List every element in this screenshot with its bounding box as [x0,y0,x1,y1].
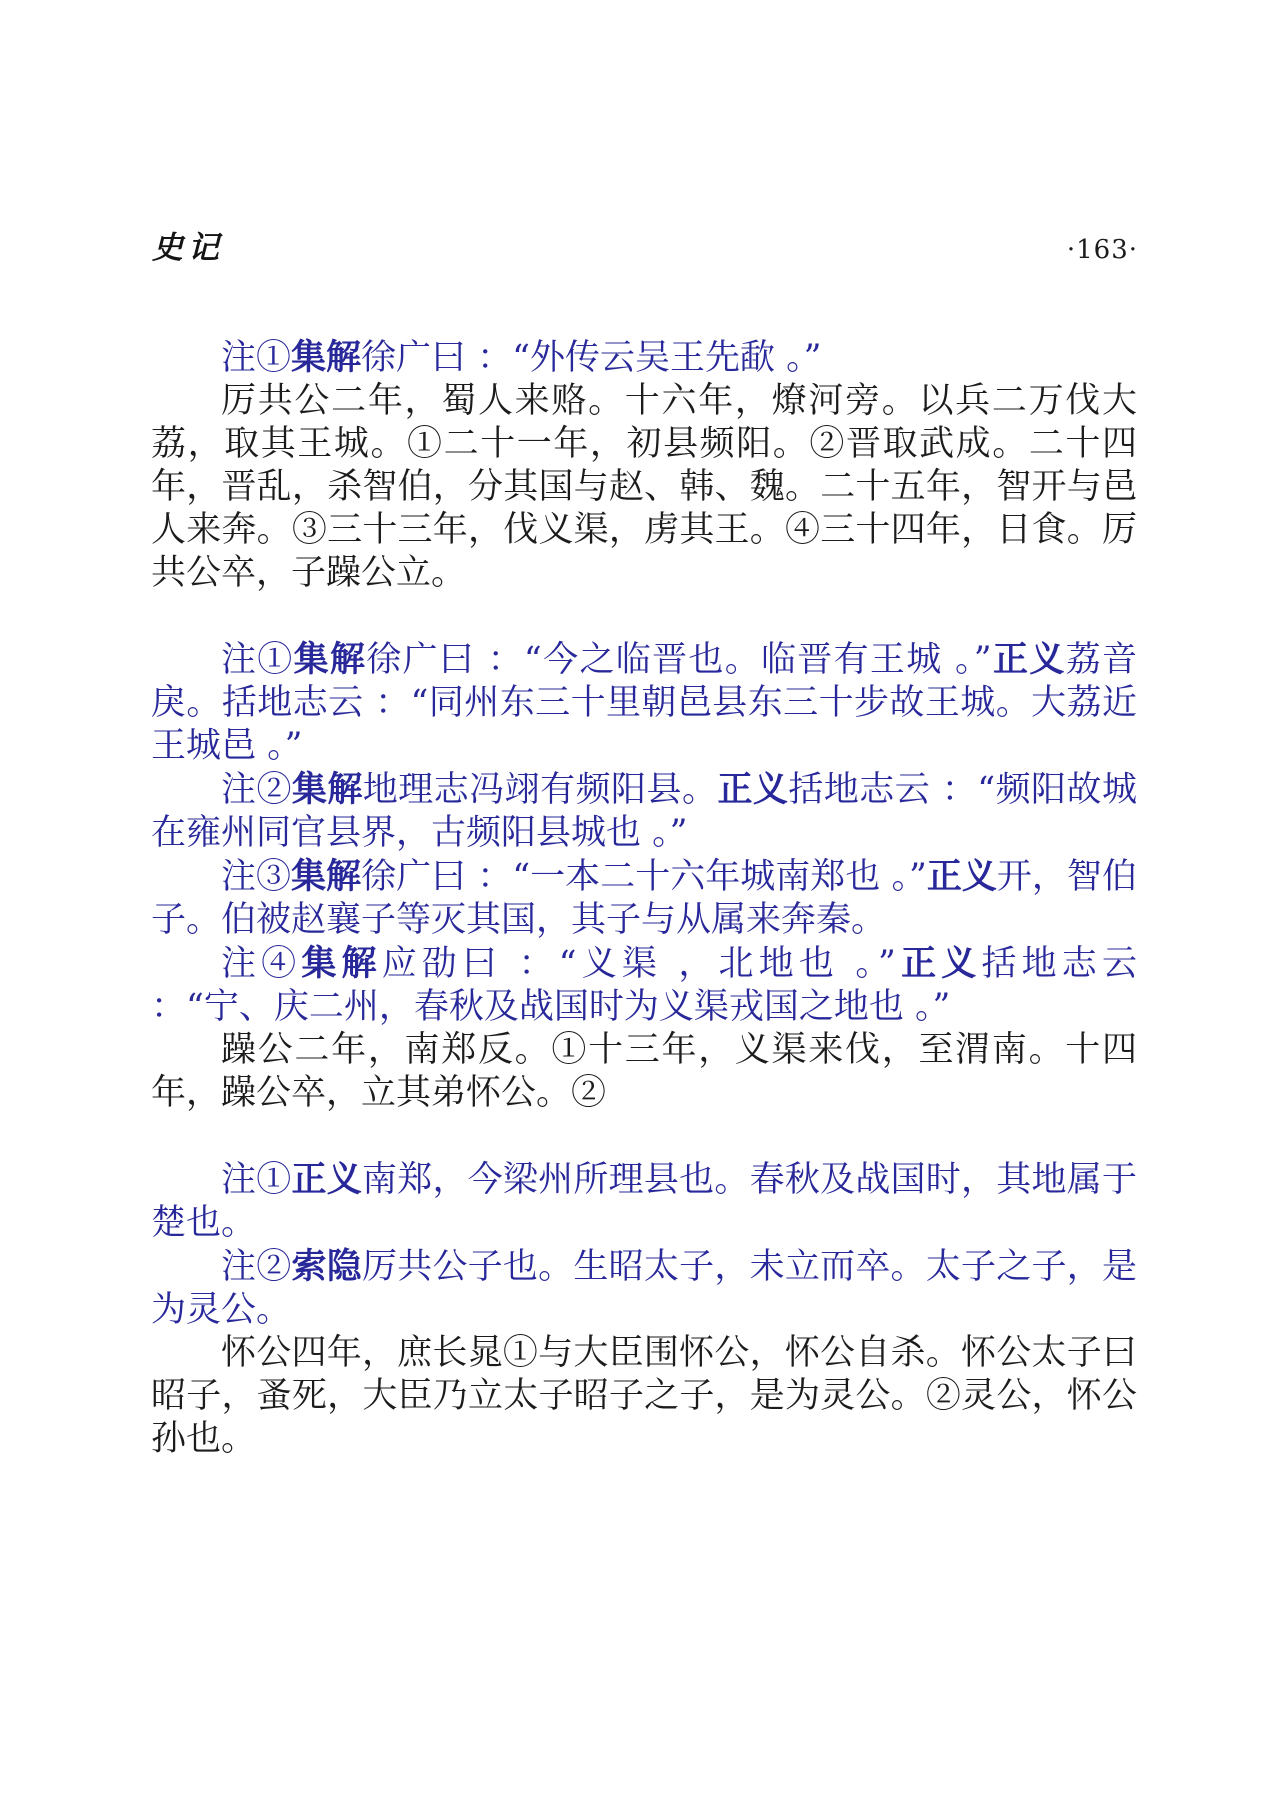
text-run: 徐广曰 ：“外传云吴王先歃 。” [361,338,822,378]
annotation-paragraph [151,1245,1137,1332]
commentary-source-label: 正义 [895,943,982,984]
text-run: 厉共公二年，蜀人来赂。十六年，燎河旁。以兵二万伐大荔，取其王城。①二十一年，初县频阳。②晋取武成。二十四年，晋乱，杀智伯，分其国与赵、韩、魏。二十五年，智开与邑人来奔。③三十三年，伐义渠，虏其王。④三十四年，日食。厉共公卒，子躁公立。 [151,381,1137,593]
body-paragraph [151,380,1137,595]
text-run: 躁公二年，南郑反。①十三年，义渠来伐，至渭南。十四年，躁公卒，立其弟怀公。② [151,1030,1137,1113]
text-run: 注② [221,1247,292,1287]
annotation-paragraph [151,942,1137,1029]
paragraph-spacer [151,595,1137,638]
annotation-paragraph [151,768,1137,855]
text-run: 怀公四年，庶长晁①与大臣围怀公，怀公自杀。怀公太子曰昭子，蚤死，大臣乃立太子昭子之子，是为灵公。②灵公，怀公孙也。 [151,1333,1137,1459]
text-run: 注③ [221,857,292,897]
page-text-block [151,336,1137,1461]
text-run: 开，智伯子。伯被赵襄子等灭其国，其子与从属来奔秦。 [151,857,1137,940]
annotation-paragraph [151,638,1137,768]
text-run: 注① [221,640,294,680]
commentary-source-label: 正义 [991,639,1066,680]
commentary-source-label: 集解 [291,856,362,897]
text-run: 徐广曰 ：“今之临晋也。临晋有王城 。” [366,640,992,680]
page-header [152,222,1138,267]
text-run: 徐广曰 ：“一本二十六年城南郑也 。” [361,857,927,897]
text-run: 厉共公子也。生昭太子，未立而卒。太子之子，是为灵公。 [151,1247,1137,1330]
text-run: 注① [221,338,292,378]
text-run: 括地志云 ：“频阳故城在雍州同官县界，古频阳县城也 。” [151,770,1137,853]
commentary-source-label: 集解 [301,943,382,984]
text-run: 注④ [221,944,302,984]
commentary-source-label: 集解 [291,337,362,378]
paragraph-spacer [151,1115,1137,1158]
commentary-source-label: 正义 [926,856,997,897]
page-number: ·163· [1066,235,1138,265]
text-run: 注② [221,770,292,810]
annotation-paragraph [151,855,1137,942]
annotation-paragraph [151,1158,1137,1245]
commentary-source-label: 索隐 [291,1246,362,1287]
text-run: 南郑，今梁州所理县也。春秋及战国时，其地属于楚也。 [151,1160,1137,1243]
text-run: 应劭曰 ：“义渠 ，北地也 。” [381,944,896,984]
commentary-source-label: 集解 [291,769,363,810]
text-run: 注① [221,1160,292,1200]
annotation-paragraph [151,336,1137,380]
body-paragraph [151,1029,1137,1115]
book-title: 史记 [152,230,224,266]
commentary-source-label: 正义 [717,769,789,810]
body-paragraph [151,1332,1137,1461]
commentary-source-label: 正义 [291,1159,362,1200]
commentary-source-label: 集解 [293,639,367,680]
text-run: 括地志云 ：“宁、庆二州，春秋及战国时为义渠戎国之地也 。” [151,944,1137,1027]
text-run: 荔音戾。括地志云 ：“同州东三十里朝邑县东三十步故王城。大荔近王城邑 。” [151,640,1137,766]
text-run: 地理志冯翊有频阳县。 [362,770,718,810]
